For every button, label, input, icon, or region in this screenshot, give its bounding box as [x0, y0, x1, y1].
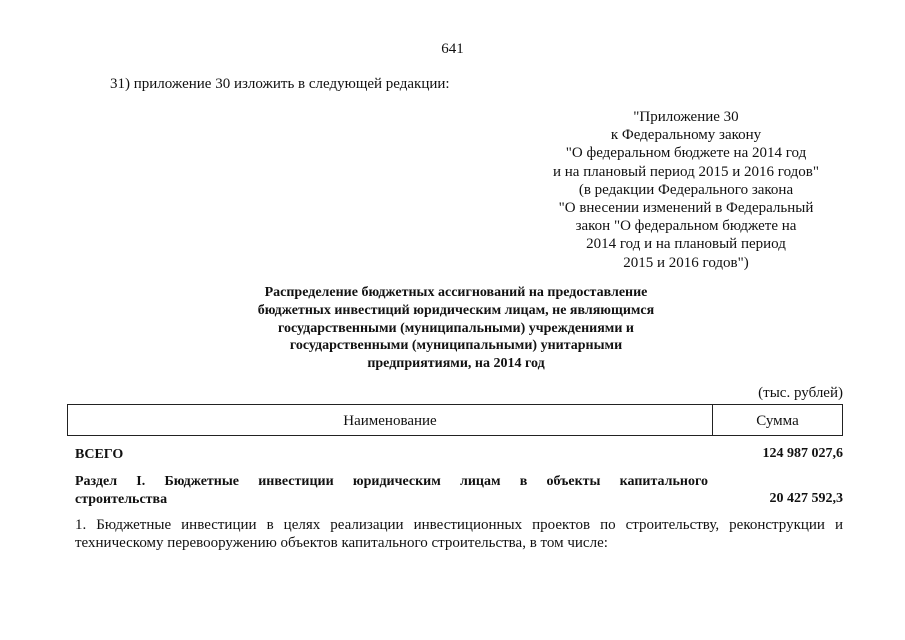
row-label: ВСЕГО	[75, 447, 124, 462]
table-header	[67, 404, 843, 436]
row-label: Раздел I. Бюджетные инвестиции юридическим лицам в объекты капитального строительства	[75, 474, 708, 507]
appendix-line: 2014 год и на плановый период	[586, 236, 786, 253]
page-number: 641	[441, 41, 464, 57]
row-value: 20 427 592,3	[769, 491, 843, 506]
appendix-line: (в редакции Федерального закона	[578, 181, 794, 198]
appendix-line: "Приложение 30	[633, 109, 739, 125]
appendix-line: закон "О федеральном бюджете на	[575, 218, 797, 235]
column-header-sum: Сумма	[756, 412, 799, 429]
column-header-name: Наименование	[68, 405, 713, 435]
appendix-line: и на плановый период 2015 и 2016 годов"	[553, 163, 819, 180]
appendix-reference	[536, 108, 836, 272]
units-label: (тыс. рублей)	[758, 385, 843, 401]
appendix-line: "О внесении изменений в Федеральный	[558, 200, 814, 217]
appendix-line: 2015 и 2016 годов")	[623, 254, 749, 271]
row-label: 1. Бюджетные инвестиции в целях реализации инвестиционных проектов по строительству, реконструкции и техническому перевооружению объектов капитального строительства, в том числе:	[75, 517, 843, 551]
title-line: предприятиями, на 2014 год	[367, 356, 545, 372]
appendix-line: к Федеральному закону	[610, 127, 762, 144]
title-line: бюджетных инвестиций юридическим лицам, не являющимся	[257, 302, 655, 318]
row-value: 124 987 027,6	[762, 446, 843, 461]
title-line: Распределение бюджетных ассигнований на предоставление	[264, 285, 648, 300]
intro-text: 31) приложение 30 изложить в следующей редакции:	[110, 76, 450, 92]
title-line: государственными (муниципальными) унитарными	[289, 338, 623, 354]
title-line: государственными (муниципальными) учреждениями и	[278, 320, 634, 336]
document-title	[150, 284, 762, 373]
appendix-line: "О федеральном бюджете на 2014 год	[565, 145, 807, 162]
